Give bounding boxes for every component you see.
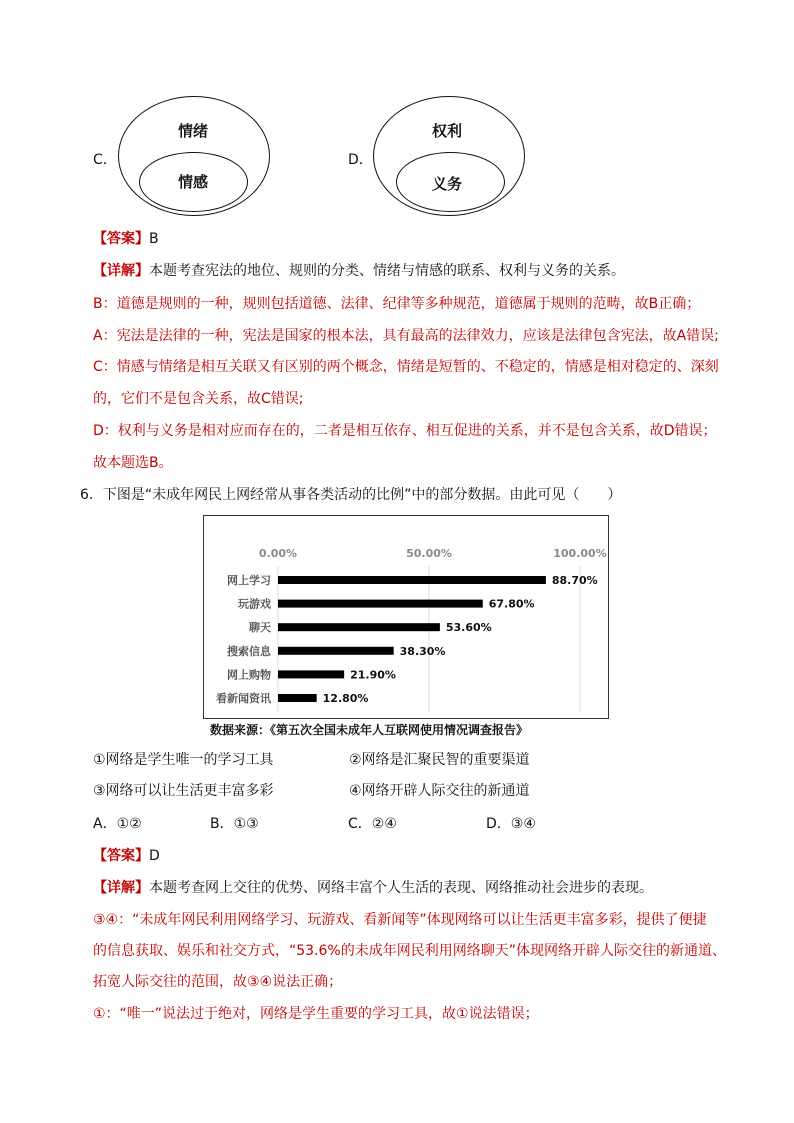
q6-detail-intro: 【详解】本题考查网上交往的优势、网络丰富个人生活的表现、网络推动社会进步的表现。 (93, 880, 653, 896)
outer-label-c: 情绪 (178, 122, 209, 140)
option-a: A．①② (93, 816, 142, 832)
data-label: 12.80% (322, 692, 369, 705)
category-label: 看新闻资讯 (216, 692, 271, 705)
category-label: 网上学习 (227, 574, 271, 587)
option-c-label: C． (93, 152, 117, 168)
q5-line-d: D：权利与义务是相对应而存在的，二者是相互依存、相互促进的关系，并不是包含关系，故D错误； (93, 423, 717, 439)
q6-stem: 6．下图是“未成年网民上网经常从事各类活动的比例”中的部分数据。由此可见（ ） (80, 487, 622, 503)
inner-label-d: 义务 (432, 175, 463, 193)
q5-line-c: C：情感与情绪是相互关联又有区别的两个概念，情绪是短暂的、不稳定的，情感是相对稳定的、深刻 (93, 359, 719, 375)
bar (278, 694, 317, 702)
tick-label: 100.00% (553, 547, 607, 560)
bar (278, 576, 546, 584)
q6-line-34-cont: 的信息获取、娱乐和社交方式，“53.6%的未成年网民利用网络聊天”体现网络开辟人际交往的新通道、 (93, 943, 726, 959)
statement-3: ③网络可以让生活更丰富多彩 (93, 783, 274, 799)
inner-label-c: 情感 (178, 173, 209, 191)
q5-line-c-cont: 的，它们不是包含关系，故C错误; (93, 391, 304, 407)
chart-source-caption: 数据来源：《第五次全国未成年人互联网使用情况调查报告》 (210, 723, 529, 737)
bar (278, 647, 394, 655)
q6-line-1: ①：“唯一”说法过于绝对，网络是学生重要的学习工具，故①说法错误； (93, 1006, 539, 1022)
q5-line-a: A：宪法是法律的一种，宪法是国家的根本法，具有最高的法律效力，应该是法律包含宪法，故A错误; (93, 328, 719, 344)
data-label: 21.90% (350, 668, 396, 682)
q5-answer: 【答案】B (93, 231, 159, 247)
category-label: 网上购物 (227, 668, 271, 682)
bar (278, 600, 483, 608)
statement-4: ④网络开辟人际交往的新通道 (349, 783, 530, 799)
q6-answer: 【答案】D (93, 848, 160, 864)
data-label: 53.60% (445, 621, 492, 635)
option-d-label: D． (348, 152, 373, 168)
q5-detail-intro: 【详解】本题考查宪法的地位、规则的分类、情绪与情感的联系、权利与义务的关系。 (93, 263, 625, 279)
bar (278, 670, 344, 678)
activity-bar-chart (203, 515, 609, 719)
option-d: D．③④ (486, 816, 536, 832)
q5-line-b: B：道德是规则的一种，规则包括道德、法律、纪律等多种规范，道德属于规则的范畴，故B正确； (93, 296, 701, 312)
option-c: C．②④ (348, 816, 397, 832)
tick-label: 0.00% (258, 547, 298, 560)
data-label: 88.70% (551, 574, 598, 587)
statement-2: ②网络是汇聚民智的重要渠道 (349, 752, 530, 768)
statement-1: ①网络是学生唯一的学习工具 (93, 752, 274, 768)
category-label: 聊天 (249, 621, 271, 635)
category-label: 玩游戏 (238, 597, 271, 611)
bar (278, 623, 440, 631)
data-label: 38.30% (399, 644, 446, 658)
tick-label: 50.00% (406, 547, 452, 560)
chart-svg (204, 516, 607, 717)
q5-conclusion: 故本题选B。 (93, 455, 173, 471)
category-label: 搜索信息 (227, 644, 271, 658)
q6-line-34: ③④：“未成年网民利用网络学习、玩游戏、看新闻等”体现网络可以让生活更丰富多彩，提供了便捷 (93, 912, 707, 928)
option-b: B．①③ (210, 816, 259, 832)
outer-label-d: 权利 (432, 122, 463, 140)
q6-line-34-end: 拓宽人际交往的范围，故③④说法正确； (93, 974, 343, 990)
data-label: 67.80% (488, 597, 535, 611)
